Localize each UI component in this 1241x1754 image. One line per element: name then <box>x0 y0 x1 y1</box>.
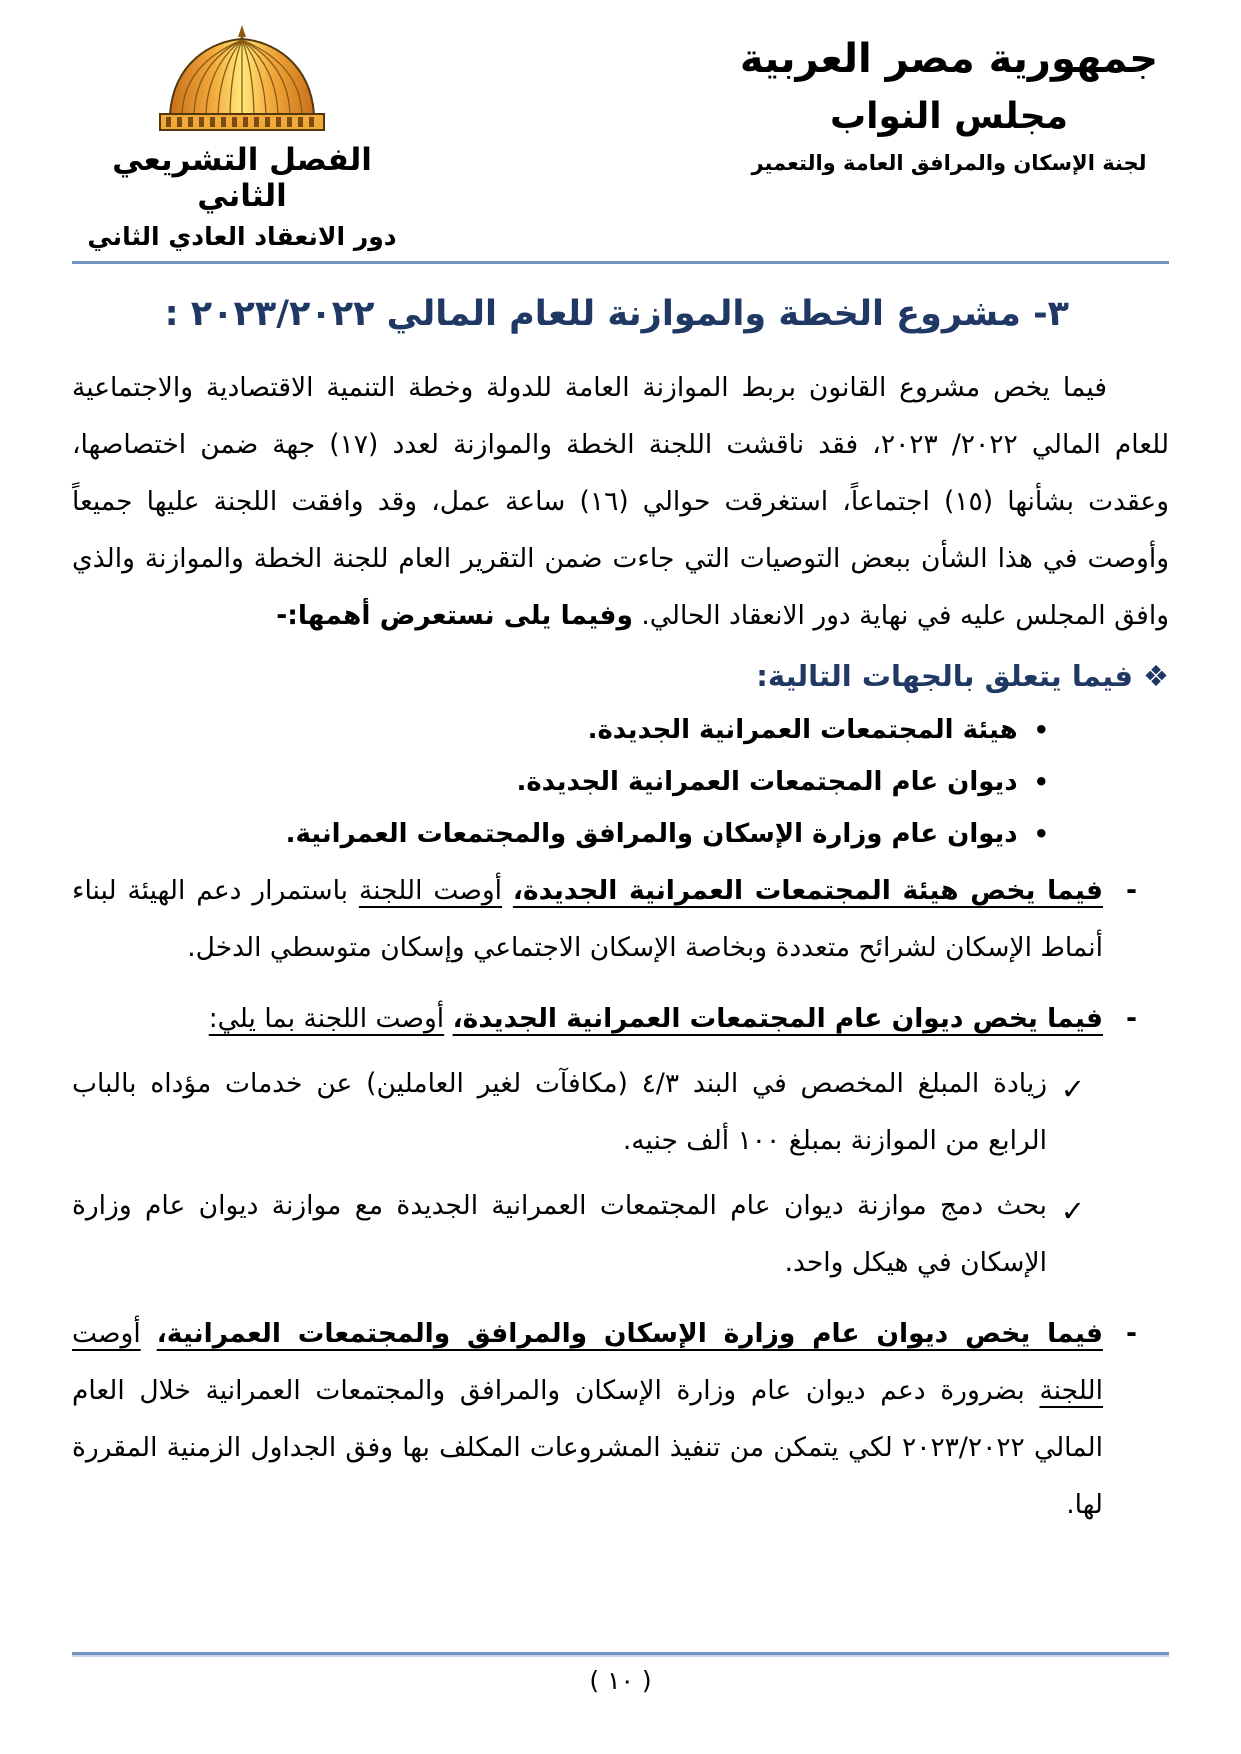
recommendation-rest: بضرورة دعم ديوان عام وزارة الإسكان والمرافق والمجتمعات العمرانية خلال العام المالي ٢٠٢٣/٢٠٢٢ لكي يتمكن من تنفيذ المشروعات المكلف بها وفق الجداول الزمنية المقررة لها. <box>72 1374 1103 1520</box>
committee-title: لجنة الإسكان والمرافق العامة والتعمير <box>751 151 1147 175</box>
recommendation-underlined: أوصت اللجنة بما يلي: <box>208 1002 445 1034</box>
recommendation-lead: فيما يخص ديوان عام وزارة الإسكان والمرافق والمجتمعات العمرانية، <box>156 1317 1103 1349</box>
section-title: ٣- مشروع الخطة والموازنة للعام المالي ٢٠٢٣/٢٠٢٢ : <box>164 294 1069 334</box>
session-label: دور الانعقاد العادي الثاني <box>87 222 397 251</box>
legislative-term-label: الفصل التشريعي الثاني <box>112 142 372 214</box>
checkmark-icon: ✓ <box>1060 1071 1085 1106</box>
footer-divider <box>72 1652 1169 1655</box>
bullet-icon: • <box>1033 767 1049 796</box>
diamond-bullet-icon: ❖ <box>1143 658 1169 693</box>
recommendation-underlined: أوصت اللجنة <box>72 1317 1103 1406</box>
recommendation-lead: فيما يخص ديوان عام المجتمعات العمرانية الجديدة، <box>452 1002 1103 1034</box>
entity-name: ديوان عام وزارة الإسكان والمرافق والمجتمعات العمرانية. <box>285 818 1018 849</box>
separator <box>502 875 513 906</box>
intro-paragraph <box>72 360 1169 645</box>
dash-marker: - <box>1126 874 1137 906</box>
intro-bold-tail: وفيما يلى نستعرض أهمها:- <box>276 599 633 631</box>
check-item <box>72 1178 1169 1292</box>
dash-marker: - <box>1126 1317 1137 1349</box>
entities-heading-text: فيما يتعلق بالجهات التالية: <box>756 658 1133 693</box>
page-header <box>72 0 1169 264</box>
recommendation-item <box>72 1306 1169 1534</box>
recommendation-item <box>72 863 1169 977</box>
check-item-text: بحث دمج موازنة ديوان عام المجتمعات العمرانية الجديدة مع موازنة ديوان عام وزارة الإسكان في هيكل واحد. <box>72 1189 1047 1278</box>
header-left-block <box>72 24 412 251</box>
check-item <box>72 1056 1169 1170</box>
header-right-block <box>729 24 1169 251</box>
list-item <box>72 715 1169 745</box>
parliament-title: مجلس النواب <box>830 96 1068 137</box>
list-item <box>72 819 1169 849</box>
entity-name: هيئة المجتمعات العمرانية الجديدة. <box>587 714 1018 745</box>
page-number: ( ١٠ ) <box>589 1666 652 1695</box>
dash-marker: - <box>1126 1002 1137 1034</box>
intro-text: فيما يخص مشروع القانون بربط الموازنة العامة للدولة وخطة التنمية الاقتصادية والاجتماعية للعام المالي ٢٠٢٢/ ٢٠٢٣، فقد ناقشت اللجنة الخطة والموازنة لعدد (١٧) جهة ضمن اختصاصها، وعقدت بشأنها (١٥) اجتماعاً، استغرقت حوالي (١٦) ساعة عمل، وقد وافقت اللجنة عليها جميعاً وأوصت في هذا الشأن ببعض التوصيات التي جاءت ضمن التقرير العام للجنة الخطة والموازنة والذي وافق المجلس عليه في نهاية دور الانعقاد الحالي. <box>72 372 1170 631</box>
separator <box>444 1003 452 1034</box>
entities-heading <box>72 659 1169 693</box>
recommendation-underlined: أوصت اللجنة <box>358 874 503 906</box>
list-item <box>72 767 1169 797</box>
bullet-icon: • <box>1033 819 1049 848</box>
separator <box>141 1318 157 1349</box>
republic-title: جمهورية مصر العربية <box>739 36 1159 82</box>
recommendation-item <box>72 991 1169 1048</box>
recommendation-lead: فيما يخص هيئة المجتمعات العمرانية الجديدة، <box>512 874 1103 906</box>
recommendation-rest: باستمرار دعم الهيئة لبناء أنماط الإسكان لشرائح متعددة وبخاصة الإسكان الاجتماعي وإسكان متوسطي الدخل. <box>72 874 1103 963</box>
golden-dome-icon <box>132 24 352 140</box>
entity-name: ديوان عام المجتمعات العمرانية الجديدة. <box>516 766 1018 797</box>
bullet-icon: • <box>1033 715 1049 744</box>
checkmark-icon: ✓ <box>1060 1193 1085 1228</box>
check-item-text: زيادة المبلغ المخصص في البند ٤/٣ (مكافآت لغير العاملين) عن خدمات مؤداه بالباب الرابع من الموازنة بمبلغ ١٠٠ ألف جنيه. <box>72 1067 1047 1156</box>
entity-list <box>72 715 1169 849</box>
